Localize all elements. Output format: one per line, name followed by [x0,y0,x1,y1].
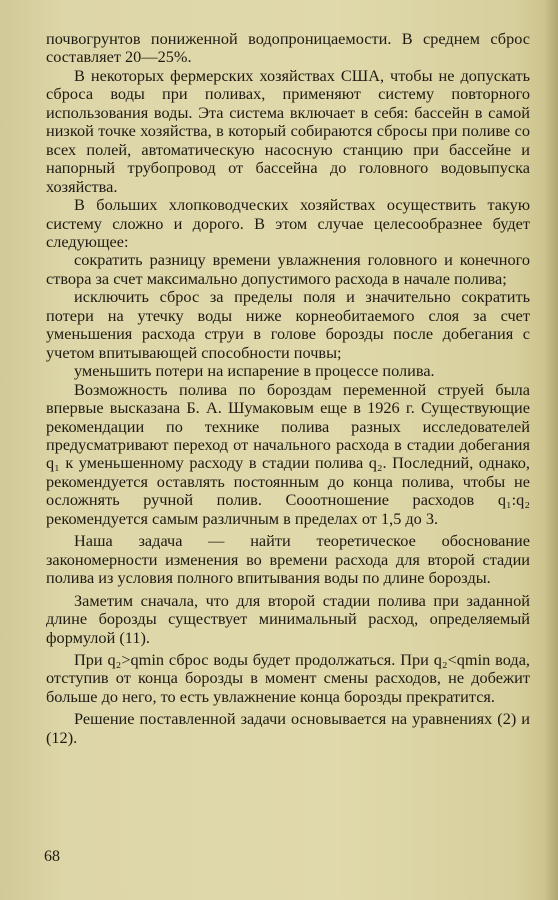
paragraph-3: В больших хлопководческих хозяйствах осуществить такую систему сложно и дорого. В этом случае целесообразнее будет следующее: [46,195,530,251]
paragraph-5: Наша задача — найти теоретическое обоснование закономерности изменения во времени расхода для второй стадии полива из условия полного впитывания воды по длине борозды. [46,531,530,588]
page-number: 68 [44,848,60,865]
body-text [46,30,530,747]
list-item-3: уменьшить потери на испарение в процессе полива. [74,361,435,381]
list-item-1: сократить разницу времени увлажнения головного и конечного створа за счет максимально допустимого расхода в начале полива; [46,250,530,288]
page-edge-shadow [544,0,558,900]
paragraph-4: Возможность полива по бороздам переменной струей была впервые высказана Б. А. Шумаковым еще в 1926 г. Существующие рекомендации по технике полива разных исследователей предусматривают переход от начального расхода в стадии добегания q₁ к уменьшенному расходу в стадии полива q₂. Последний, однако, рекомендуется оставлять постоянным до конца полива, чтобы не осложнять ручной полив. Сооотношение расходов q₁:q₂ рекомендуется самым различным в пределах от 1,5 до 3. [46,379,530,528]
paragraph-7: При q₂>qmin сброс воды будет продолжаться. При q₂<qmin вода, отступив от конца борозды в момент смены расходов, не добежит больше до него, то есть увлажнение конца борозды прекратится. [46,649,530,706]
list-item-2: исключить сброс за пределы поля и значительно сократить потери на утечку воды ниже корнеобитаемого слоя за счет уменьшения расхода струи в голове борозды после добегания с учетом впитывающей способности почвы; [46,287,530,362]
paragraph-2: В некоторых фермерских хозяйствах США, чтобы не допускать сброса воды при поливах, применяют систему повторного использования воды. Эта система включает в себя: бассейн в самой низкой точке хозяйства, в который собираются сбросы при поливе со всех полей, автоматическую насосную станцию при бассейне и напорный трубопровод от бассейна до головного водовыпуска хозяйства. [46,65,530,196]
paragraph-8: Решение поставленной задачи основывается на уравнениях (2) и (12). [46,709,530,747]
paragraph-1: почвогрунтов пониженной водопроницаемости. В среднем сброс составляет 20—25%. [46,29,530,67]
paragraph-6: Заметим сначала, что для второй стадии полива при заданной длине борозды существует минимальный расход, определяемый формулой (11). [46,590,530,647]
